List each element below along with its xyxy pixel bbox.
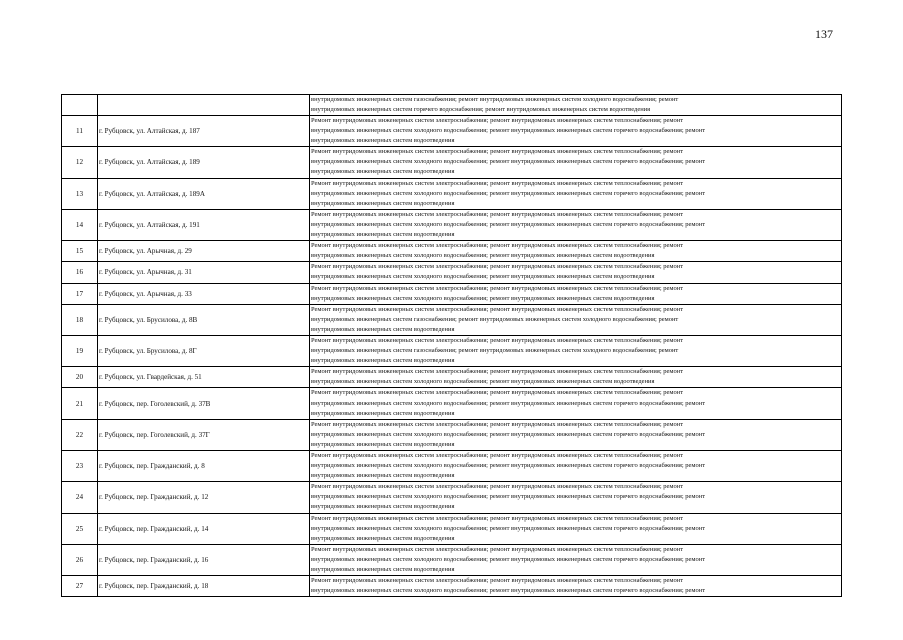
table-row xyxy=(62,241,842,262)
work-types-cell: Ремонт внутридомовых инженерных систем электроснабжения; ремонт внутридомовых инженерных систем теплоснабжения; ремонт внутридомовых инженерных систем холодного водоснабжения; ремонт внутридомовых инженерных систем горячего водоснабжения; ремонт внутридомовых инженерных систем водоотведения xyxy=(310,419,842,450)
address-cell: г. Рубцовск, ул. Гвардейская, д. 51 xyxy=(98,367,310,388)
table-row xyxy=(62,304,842,335)
row-number-cell: 19 xyxy=(62,335,98,366)
work-types-cell: Ремонт внутридомовых инженерных систем электроснабжения; ремонт внутридомовых инженерных систем теплоснабжения; ремонт внутридомовых инженерных систем холодного водоснабжения; ремонт внутридомовых инженерных систем водоотведения xyxy=(310,283,842,304)
table-body xyxy=(62,95,842,597)
address-cell: г. Рубцовск, ул. Брусилова, д. 8Г xyxy=(98,335,310,366)
address-cell: г. Рубцовск, пер. Гоголевский, д. 37В xyxy=(98,388,310,419)
work-types-cell: внутридомовых инженерных систем газоснабжения; ремонт внутридомовых инженерных систем холодного водоснабжения; ремонт внутридомовых инженерных систем горячего водоснабжения; ремонт внутридомовых инженерных систем водоотведения xyxy=(310,95,842,116)
address-cell: г. Рубцовск, пер. Гражданский, д. 8 xyxy=(98,451,310,482)
table-row xyxy=(62,388,842,419)
address-cell: г. Рубцовск, ул. Алтайская, д. 187 xyxy=(98,116,310,147)
work-types-cell: Ремонт внутридомовых инженерных систем электроснабжения; ремонт внутридомовых инженерных систем теплоснабжения; ремонт внутридомовых инженерных систем холодного водоснабжения; ремонт внутридомовых инженерных систем горячего водоснабжения; ремонт xyxy=(310,576,842,597)
work-types-cell: Ремонт внутридомовых инженерных систем электроснабжения; ремонт внутридомовых инженерных систем теплоснабжения; ремонт внутридомовых инженерных систем холодного водоснабжения; ремонт внутридомовых инженерных систем горячего водоснабжения; ремонт внутридомовых инженерных систем водоотведения xyxy=(310,209,842,240)
address-cell: г. Рубцовск, пер. Гражданский, д. 16 xyxy=(98,544,310,575)
address-cell: г. Рубцовск, ул. Алтайская, д. 189 xyxy=(98,147,310,178)
row-number-cell: 20 xyxy=(62,367,98,388)
row-number-cell: 27 xyxy=(62,576,98,597)
table-row xyxy=(62,482,842,513)
row-number-cell: 11 xyxy=(62,116,98,147)
work-types-cell: Ремонт внутридомовых инженерных систем электроснабжения; ремонт внутридомовых инженерных систем теплоснабжения; ремонт внутридомовых инженерных систем холодного водоснабжения; ремонт внутридомовых инженерных систем водоотведения xyxy=(310,262,842,283)
work-types-cell: Ремонт внутридомовых инженерных систем электроснабжения; ремонт внутридомовых инженерных систем теплоснабжения; ремонт внутридомовых инженерных систем газоснабжения; ремонт внутридомовых инженерных систем холодного водоснабжения; ремонт внутридомовых инженерных систем водоотведения xyxy=(310,304,842,335)
row-number-cell: 15 xyxy=(62,241,98,262)
address-cell: г. Рубцовск, ул. Алтайская, д. 189А xyxy=(98,178,310,209)
row-number-cell: 25 xyxy=(62,513,98,544)
table-row xyxy=(62,147,842,178)
address-cell: г. Рубцовск, пер. Гражданский, д. 12 xyxy=(98,482,310,513)
table-row xyxy=(62,335,842,366)
table-row xyxy=(62,576,842,597)
table-row xyxy=(62,419,842,450)
work-types-cell: Ремонт внутридомовых инженерных систем электроснабжения; ремонт внутридомовых инженерных систем теплоснабжения; ремонт внутридомовых инженерных систем холодного водоснабжения; ремонт внутридомовых инженерных систем горячего водоснабжения; ремонт внутридомовых инженерных систем водоотведения xyxy=(310,482,842,513)
work-types-cell: Ремонт внутридомовых инженерных систем электроснабжения; ремонт внутридомовых инженерных систем теплоснабжения; ремонт внутридомовых инженерных систем холодного водоснабжения; ремонт внутридомовых инженерных систем горячего водоснабжения; ремонт внутридомовых инженерных систем водоотведения xyxy=(310,544,842,575)
table-row xyxy=(62,513,842,544)
table-row xyxy=(62,116,842,147)
row-number-cell xyxy=(62,95,98,116)
address-cell: г. Рубцовск, ул. Арычная, д. 33 xyxy=(98,283,310,304)
work-types-cell: Ремонт внутридомовых инженерных систем электроснабжения; ремонт внутридомовых инженерных систем теплоснабжения; ремонт внутридомовых инженерных систем холодного водоснабжения; ремонт внутридомовых инженерных систем горячего водоснабжения; ремонт внутридомовых инженерных систем водоотведения xyxy=(310,513,842,544)
row-number-cell: 13 xyxy=(62,178,98,209)
work-types-cell: Ремонт внутридомовых инженерных систем электроснабжения; ремонт внутридомовых инженерных систем теплоснабжения; ремонт внутридомовых инженерных систем холодного водоснабжения; ремонт внутридомовых инженерных систем горячего водоснабжения; ремонт внутридомовых инженерных систем водоотведения xyxy=(310,116,842,147)
address-cell: г. Рубцовск, пер. Гражданский, д. 14 xyxy=(98,513,310,544)
row-number-cell: 18 xyxy=(62,304,98,335)
address-cell: г. Рубцовск, ул. Арычная, д. 31 xyxy=(98,262,310,283)
table-row xyxy=(62,178,842,209)
work-types-cell: Ремонт внутридомовых инженерных систем электроснабжения; ремонт внутридомовых инженерных систем теплоснабжения; ремонт внутридомовых инженерных систем холодного водоснабжения; ремонт внутридомовых инженерных систем горячего водоснабжения; ремонт внутридомовых инженерных систем водоотведения xyxy=(310,147,842,178)
address-cell: г. Рубцовск, пер. Гоголевский, д. 37Г xyxy=(98,419,310,450)
address-cell: г. Рубцовск, ул. Арычная, д. 29 xyxy=(98,241,310,262)
address-cell: г. Рубцовск, ул. Алтайская, д. 191 xyxy=(98,209,310,240)
row-number-cell: 14 xyxy=(62,209,98,240)
row-number-cell: 17 xyxy=(62,283,98,304)
table-row xyxy=(62,283,842,304)
row-number-cell: 12 xyxy=(62,147,98,178)
row-number-cell: 21 xyxy=(62,388,98,419)
work-types-cell: Ремонт внутридомовых инженерных систем электроснабжения; ремонт внутридомовых инженерных систем теплоснабжения; ремонт внутридомовых инженерных систем холодного водоснабжения; ремонт внутридомовых инженерных систем горячего водоснабжения; ремонт внутридомовых инженерных систем водоотведения xyxy=(310,451,842,482)
work-types-cell: Ремонт внутридомовых инженерных систем электроснабжения; ремонт внутридомовых инженерных систем теплоснабжения; ремонт внутридомовых инженерных систем холодного водоснабжения; ремонт внутридомовых инженерных систем водоотведения xyxy=(310,367,842,388)
address-cell xyxy=(98,95,310,116)
work-types-cell: Ремонт внутридомовых инженерных систем электроснабжения; ремонт внутридомовых инженерных систем теплоснабжения; ремонт внутридомовых инженерных систем холодного водоснабжения; ремонт внутридомовых инженерных систем водоотведения xyxy=(310,241,842,262)
row-number-cell: 24 xyxy=(62,482,98,513)
repair-program-table xyxy=(61,94,842,597)
table-row xyxy=(62,451,842,482)
table-row xyxy=(62,544,842,575)
address-cell: г. Рубцовск, ул. Брусилова, д. 8В xyxy=(98,304,310,335)
row-number-cell: 23 xyxy=(62,451,98,482)
table-row xyxy=(62,95,842,116)
row-number-cell: 22 xyxy=(62,419,98,450)
table-row xyxy=(62,367,842,388)
work-types-cell: Ремонт внутридомовых инженерных систем электроснабжения; ремонт внутридомовых инженерных систем теплоснабжения; ремонт внутридомовых инженерных систем холодного водоснабжения; ремонт внутридомовых инженерных систем горячего водоснабжения; ремонт внутридомовых инженерных систем водоотведения xyxy=(310,178,842,209)
row-number-cell: 26 xyxy=(62,544,98,575)
table-row xyxy=(62,262,842,283)
row-number-cell: 16 xyxy=(62,262,98,283)
work-types-cell: Ремонт внутридомовых инженерных систем электроснабжения; ремонт внутридомовых инженерных систем теплоснабжения; ремонт внутридомовых инженерных систем газоснабжения; ремонт внутридомовых инженерных систем холодного водоснабжения; ремонт внутридомовых инженерных систем водоотведения xyxy=(310,335,842,366)
work-types-cell: Ремонт внутридомовых инженерных систем электроснабжения; ремонт внутридомовых инженерных систем теплоснабжения; ремонт внутридомовых инженерных систем холодного водоснабжения; ремонт внутридомовых инженерных систем горячего водоснабжения; ремонт внутридомовых инженерных систем водоотведения xyxy=(310,388,842,419)
address-cell: г. Рубцовск, пер. Гражданский, д. 18 xyxy=(98,576,310,597)
table-row xyxy=(62,209,842,240)
page-number: 137 xyxy=(815,27,833,41)
